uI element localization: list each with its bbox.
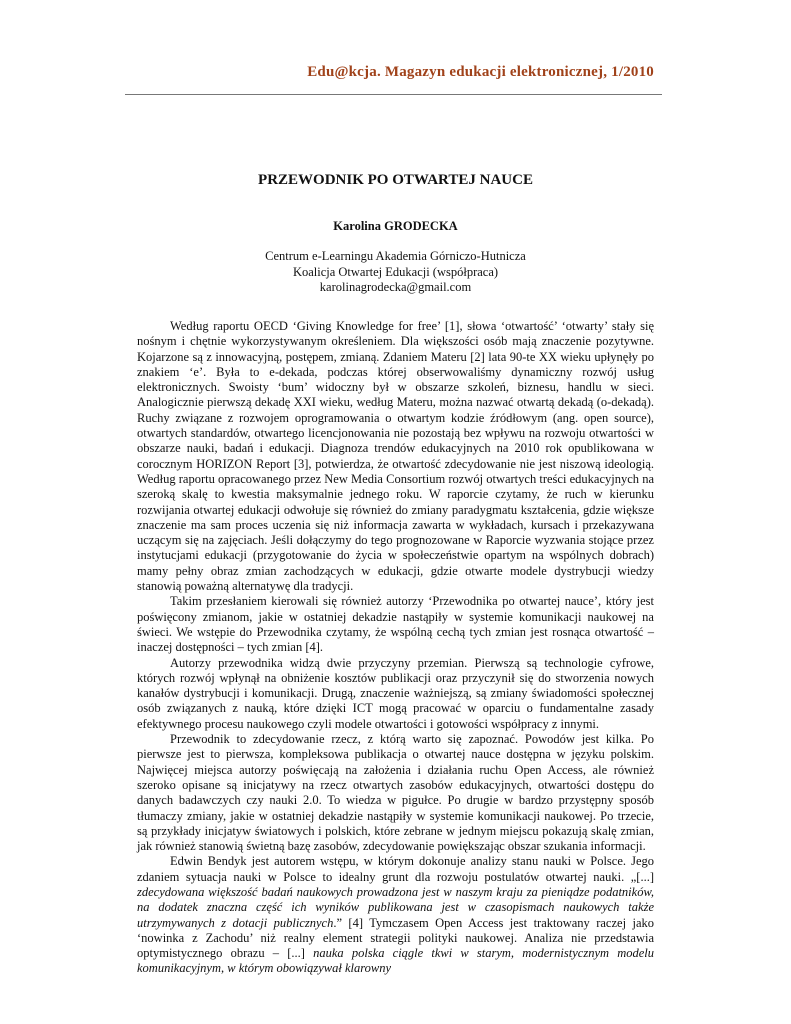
author-name: Karolina GRODECKA: [333, 219, 458, 233]
paragraph-5-quote-1: zdecydowana większość badań naukowych prowadzona jest w naszym kraju za pieniądze podatników, na dodatek znaczna część ich wyników publikowana jest w czasopismach naukowych także utrzymywanych z dotacji publicznych: [137, 884, 654, 930]
author-email: karolinagrodecka@gmail.com: [319, 280, 472, 294]
paragraph-1: Według raportu OECD ‘Giving Knowledge for free’ [1], słowa ‘otwartość’ ‘otwarty’ stały się nośnym i chętnie wykorzystywanym określeniem. Dla większości osób mają znaczenie pozytywne. Kojarzone są z innowacyjną, postępem, zmianą. Zdaniem Materu [2] lata 90-te XX wieku upłynęły po znakiem ‘e’. Była to e-dekada, podczas której obserwowaliśmy dynamiczny rozwój usług elektronicznych. Swoisty ‘bum’ widoczny był w obszarze szkoleń, biznesu, handlu w sieci. Analogicznie pierwszą dekadę XXI wieku, według Materu, można nazwać otwartą dekadą (o-dekadą). Ruchy związane z rozwojem oprogramowania o otwartym kodzie źródłowym (ang. open source), otwartych standardów, otwartego licencjonowania nie pozostają bez wpływu na rozwoju otwartości w obszarze nauki, badań i edukacji. Diagnoza trendów edukacyjnych na 2010 rok opublikowana w corocznym HORIZON Report [3], potwierdza, że otwartość zdecydowanie nie jest niszową ideologią. Według raportu opracowanego przez New Media Consortium rozwój otwartych treści edukacyjnych na szeroką skalę to kwestia maksymalnie jednego roku. W raporcie czytamy, że ruch w kierunku rozwijania otwartej edukacji odwołuje się również do zmiany paradygmatu kształcenia, gdzie większe znaczenie ma sam proces uczenia się niż informacja zawarta w wykładach, kursach i przekazywana uczącym się na zajęciach. Jeśli dołączymy do tego prognozowane w Raporcie wyzwania stojące przez instytucjami edukacji (przygotowanie do życia w społeczeństwie opartym na wspólnych dobrach) mamy pełny obraz zmian zachodzących w edukacji, gdzie otwarte modele dystrybucji wiedzy stanowią poważną alternatywę dla tradycji.: [137, 319, 654, 594]
author-affiliation: [0, 249, 791, 296]
header-divider: [125, 94, 662, 95]
paragraph-5-text-a: Edwin Bendyk jest autorem wstępu, w którym dokonuje analizy stanu nauki w Polsce. Jego zdaniem sytuacja nauki w Polsce to idealny grunt dla rozwoju postulatów otwartej nauki. „[...]: [137, 854, 654, 884]
paragraph-3: Autorzy przewodnika widzą dwie przyczyny przemian. Pierwszą są technologie cyfrowe, których rozwój wpłynął na obniżenie kosztów publikacji oraz przyczynił się do stworzenia nowych kanałów dystrybucji i komunikacji. Drugą, znaczenie ważniejszą, są zmiany świadomości społecznej osób związanych z nauką, które dzięki ICT mogą pracować w oparciu o fundamentalne zasady efektywnego procesu naukowego czyli modele otwartości i gotowości współpracy z innymi.: [137, 655, 654, 731]
article-body: [137, 319, 654, 977]
affiliation-line-2: Koalicja Otwartej Edukacji (współpraca): [292, 264, 499, 279]
article-title: PRZEWODNIK PO OTWARTEJ NAUCE: [258, 172, 533, 188]
paragraph-5-quote-2: nauka polska ciągle tkwi w starym, modernistycznym modelu komunikacyjnym, w którym obowiązywał klarowny: [137, 946, 654, 976]
paragraph-5: [137, 854, 654, 976]
paragraph-2: Takim przesłaniem kierowali się również autorzy ‘Przewodnika po otwartej nauce’, który jest poświęcony zmianom, jakie w ostatniej dekadzie nastąpiły w systemie komunikacji naukowej na świeci. We wstępie do Przewodnika czytamy, że wspólną cechą tych zmian jest rosnąca otwartość – inaczej dostępności – tych zmian [4].: [137, 594, 654, 655]
affiliation-line-1: Centrum e-Learningu Akademia Górniczo-Hutnicza: [265, 249, 526, 263]
paragraph-4: Przewodnik to zdecydowanie rzecz, z którą warto się zapoznać. Powodów jest kilka. Po pierwsze jest to pierwsza, kompleksowa publikacja o otwartej nauce dostępna w języku polskim. Najwięcej miejsca autorzy poświęcają na założenia i działania ruchu Open Access, ale również szeroko opisane są inicjatywy na rzecz otwartych zasobów edukacyjnych, otwartości dostępu do danych badawczych czy nauki 2.0. To wiedza w pigułce. Po drugie w bardzo przystępny sposób tłumaczy zmiany, jakie w ostatniej dekadzie nastąpiły w systemie komunikacji naukowej. Po trzecie, są przykłady inicjatyw światowych i polskich, które zebrane w jednym miejscu pokazują skalę zmian, jak również stanowią świetną bazę zasobów, zdecydowanie powiększając obszar szukania informacji.: [137, 732, 654, 854]
running-header: Edu@kcja. Magazyn edukacji elektronicznej, 1/2010: [307, 64, 654, 80]
paragraph-5-text-b: .” [4] Tymczasem Open Access jest traktowany raczej jako ‘nowinka z Zachodu’ niż realny element strategii polityki naukowej. Analiza nie przedstawia optymistycznego obrazu – [...]: [137, 915, 654, 961]
